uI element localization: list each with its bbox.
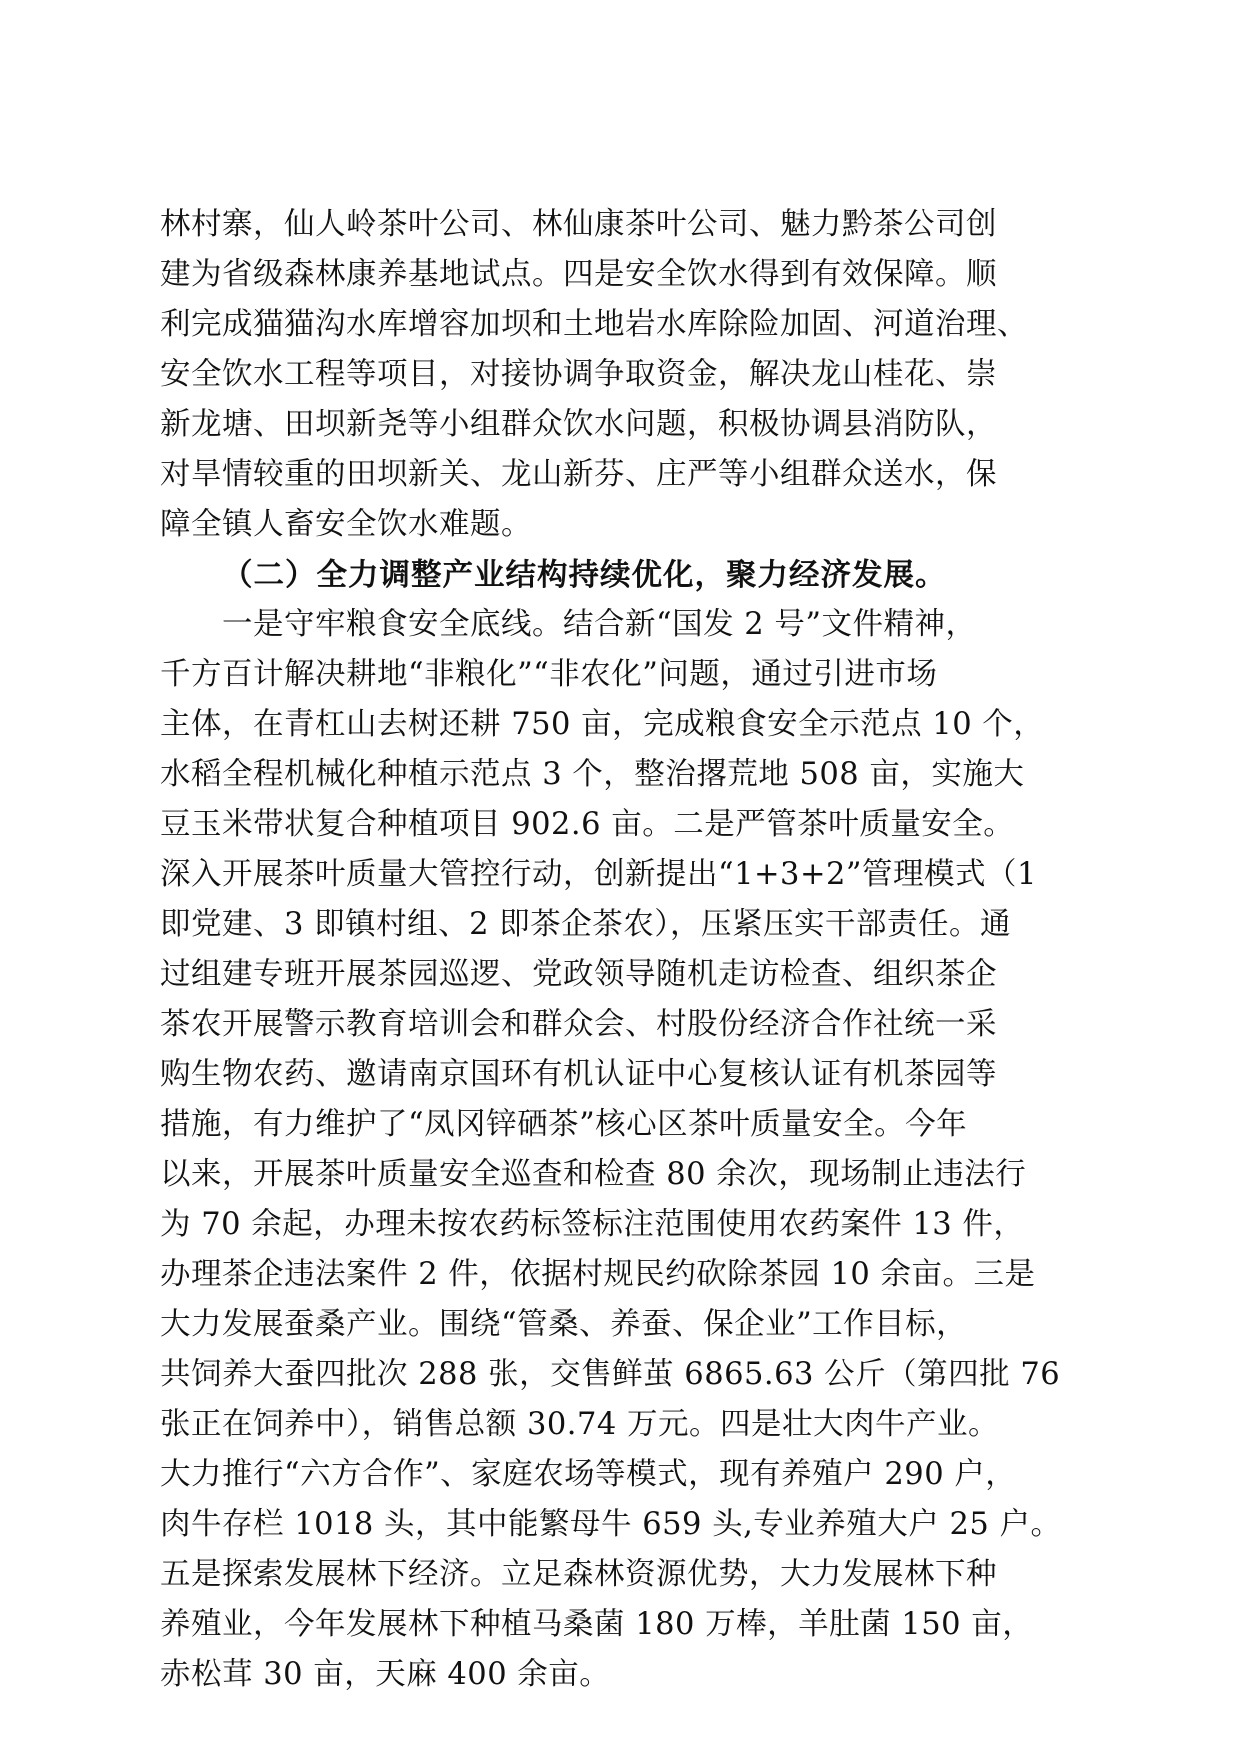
text-line: 大力发展蚕桑产业。围绕“管桑、养蚕、保企业”工作目标， [160,1307,968,1342]
text-line: 赤松茸 30 亩，天麻 400 余亩。 [160,1657,611,1692]
text-line: 大力推行“六方合作”、家庭农场等模式，现有养殖户 290 户， [160,1457,1017,1492]
text-line: 措施，有力维护了“凤冈锌硒茶”核心区茶叶质量安全。今年 [160,1107,968,1142]
text-line: 即党建、3 即镇村组、2 即茶企茶农），压紧压实干部责任。通 [160,907,1011,942]
text-line: 一是守牢粮食安全底线。结合新“国发 2 号”文件精神， [222,607,977,642]
section-heading: （二）全力调整产业结构持续优化，聚力经济发展。 [222,557,947,593]
text-line: 共饲养大蚕四批次 288 张，交售鲜茧 6865.63 公斤（第四批 76 [160,1357,1061,1392]
text-line: 办理茶企违法案件 2 件，依据村规民约砍除茶园 10 余亩。三是 [160,1257,1036,1292]
text-line: 新龙塘、田坝新尧等小组群众饮水问题，积极协调县消防队， [160,407,997,442]
text-line: 养殖业，今年发展林下种植马桑菌 180 万棒，羊肚菌 150 亩， [160,1607,1034,1642]
text-line: 过组建专班开展茶园巡逻、党政领导随机走访检查、组织茶企 [160,957,997,992]
text-line: 林村寨，仙人岭茶叶公司、林仙康茶叶公司、魅力黔茶公司创 [160,207,997,242]
text-line: 障全镇人畜安全饮水难题。 [160,507,532,542]
text-line: 安全饮水工程等项目，对接协调争取资金，解决龙山桂花、崇 [160,357,997,392]
text-line: 主体，在青杠山去树还耕 750 亩，完成粮食安全示范点 10 个， [160,707,1045,742]
text-line: 为 70 余起，办理未按农药标签标注范围使用农药案件 13 件， [160,1207,1025,1242]
text-line: 五是探索发展林下经济。立足森林资源优势，大力发展林下种 [160,1557,997,1592]
text-line: 豆玉米带状复合种植项目 902.6 亩。二是严管茶叶质量安全。 [160,807,1015,842]
text-line: 千方百计解决耕地“非粮化”“非农化”问题，通过引进市场 [160,657,938,692]
text-line: 茶农开展警示教育培训会和群众会、村股份经济合作社统一采 [160,1007,997,1042]
text-line: 对旱情较重的田坝新关、龙山新芬、庄严等小组群众送水，保 [160,457,997,492]
text-line: 深入开展茶叶质量大管控行动，创新提出“1+3+2”管理模式（1 [160,857,1037,892]
text-line: 利完成猫猫沟水库增容加坝和土地岩水库除险加固、河道治理、 [160,307,1028,342]
text-line: 以来，开展茶叶质量安全巡查和检查 80 余次，现场制止违法行 [160,1157,1027,1192]
text-line: 肉牛存栏 1018 头，其中能繁母牛 659 头,专业养殖大户 25 户。 [160,1507,1062,1542]
text-line: 购生物农药、邀请南京国环有机认证中心复核认证有机茶园等 [160,1057,997,1092]
text-line: 建为省级森林康养基地试点。四是安全饮水得到有效保障。顺 [160,257,997,292]
text-line: 水稻全程机械化种植示范点 3 个，整治撂荒地 508 亩，实施大 [160,757,1025,792]
text-line: 张正在饲养中），销售总额 30.74 万元。四是壮大肉牛产业。 [160,1407,999,1442]
